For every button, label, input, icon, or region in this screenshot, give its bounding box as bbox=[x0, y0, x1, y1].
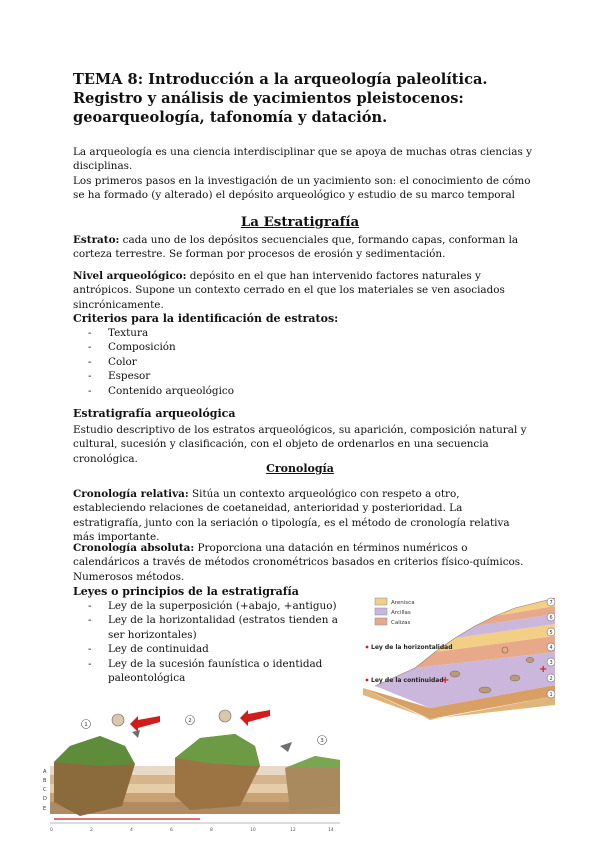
estrato-term: Estrato: bbox=[73, 234, 120, 246]
axis-tick: 0 bbox=[50, 828, 53, 833]
page-title: TEMA 8: Introducción a la arqueología paleolítica. Registro y análisis de yacimientos pleistocenos: geoarqueología, tafonomía y datación. bbox=[73, 71, 488, 126]
heading-cronologia: Cronología bbox=[266, 462, 334, 475]
list-item: - Ley de continuidad bbox=[88, 642, 350, 656]
heading-criterios: Criterios para la identificación de estratos: bbox=[73, 312, 339, 325]
nivel-text: depósito en el que han intervenido factores naturales y antrópicos. Supone un contexto cerrado en el que los materiales se ven asociados sincrónicamente. bbox=[73, 270, 505, 311]
stratigraphy-block-diagram bbox=[355, 590, 570, 720]
layer-number: 1 bbox=[549, 692, 553, 698]
vegetation-right bbox=[285, 756, 340, 768]
list-item: - Ley de la superposición (+abajo, +antiguo) bbox=[88, 599, 350, 613]
cronologia-absoluta bbox=[73, 541, 533, 584]
red-arrow-icon bbox=[130, 716, 160, 732]
nivel-definition bbox=[73, 269, 533, 312]
fossil-icon bbox=[510, 675, 520, 681]
layer-number: 7 bbox=[549, 600, 553, 606]
marker-cross-icon: + bbox=[441, 675, 450, 686]
axis-tick: 4 bbox=[130, 828, 133, 833]
label-ley-continuidad: Ley de la continuidad bbox=[371, 677, 444, 684]
heading-estratigrafia-arqueologica: Estratigrafía arqueológica bbox=[73, 407, 236, 420]
legend-swatch-calizas bbox=[375, 618, 387, 625]
legend-arcillas: Arcillas bbox=[391, 610, 411, 616]
axis-tick: 12 bbox=[290, 828, 296, 833]
list-item: - Ley de la horizontalidad (estratos tienden a ser horizontales) bbox=[88, 613, 350, 642]
layer-letter: A bbox=[43, 769, 47, 775]
vegetation-left bbox=[54, 736, 135, 766]
intro-paragraph-2: Los primeros pasos en la investigación de un yacimiento son: el conocimiento de cómo se ha formado (y alterado) el depósito arqueológico y estudio de su marco temporal bbox=[73, 175, 531, 202]
fossil-icon bbox=[450, 671, 460, 677]
fossil-icon bbox=[479, 687, 491, 693]
layer-number: 5 bbox=[549, 630, 553, 636]
bullet-icon bbox=[366, 646, 369, 649]
intro-paragraph-1: La arqueología es una ciencia interdisciplinar que se apoya de muchas otras ciencias y disciplinas. bbox=[73, 146, 532, 173]
landscape-cross-section-diagram bbox=[40, 706, 345, 836]
legend-swatch-arenisca bbox=[375, 598, 387, 605]
criterios-list bbox=[88, 326, 234, 398]
layer-letter: B bbox=[43, 778, 47, 784]
fossil-icon bbox=[132, 730, 140, 738]
layer-letter: C bbox=[43, 787, 47, 793]
axis-tick: 2 bbox=[90, 828, 93, 833]
layer-number: 3 bbox=[549, 660, 553, 666]
layer-number: 2 bbox=[549, 676, 553, 682]
list-item: - Textura bbox=[88, 326, 234, 340]
circle-number-label: 3 bbox=[320, 738, 324, 744]
leyes-list bbox=[88, 599, 350, 685]
layer-letter: D bbox=[43, 796, 47, 802]
axis-tick: 14 bbox=[328, 828, 334, 833]
legend-calizas: Calizas bbox=[391, 620, 411, 626]
nivel-term: Nivel arqueológico: bbox=[73, 270, 187, 282]
absoluta-term: Cronología absoluta: bbox=[73, 542, 195, 554]
estrato-text: cada uno de los depósitos secuenciales que, formando capas, conforman la corteza terrestre. Se forman por procesos de erosión y sedimentación. bbox=[73, 234, 519, 261]
heading-leyes: Leyes o principios de la estratigrafía bbox=[73, 585, 299, 598]
ammonite-icon bbox=[112, 714, 124, 726]
circle-number-label: 2 bbox=[188, 718, 192, 724]
bullet-icon bbox=[366, 679, 369, 682]
red-arrow-icon bbox=[240, 710, 270, 726]
list-item: - Color bbox=[88, 355, 234, 369]
layer-letter: E bbox=[43, 806, 47, 812]
axis-tick: 8 bbox=[210, 828, 213, 833]
axis-tick: 6 bbox=[170, 828, 173, 833]
list-item: - Ley de la sucesión faunística o identidad paleontológica bbox=[88, 657, 350, 686]
relativa-term: Cronología relativa: bbox=[73, 488, 189, 500]
fossil-icon bbox=[526, 658, 534, 663]
relativa-text: Sitúa un contexto arqueológico con respeto a otro, estableciendo relaciones de coetaneidad, anterioridad y posterioridad. La estratigrafía, junto con la seriación o tipología, es el método de cronología relativa más importante. bbox=[73, 488, 510, 544]
axis-tick: 10 bbox=[250, 828, 256, 833]
heading-estratigrafia: La Estratigrafía bbox=[240, 214, 360, 230]
legend-swatch-arcillas bbox=[375, 608, 387, 615]
fossil-icon bbox=[280, 742, 292, 752]
legend-arenisca: Arenisca bbox=[391, 600, 415, 606]
layer-number: 6 bbox=[549, 615, 553, 621]
cronologia-relativa bbox=[73, 487, 533, 545]
marker-cross-icon: + bbox=[539, 664, 548, 675]
estrato-definition bbox=[73, 233, 533, 262]
label-ley-horizontalidad: Ley de la horizontalidad bbox=[371, 644, 453, 651]
list-item: - Espesor bbox=[88, 369, 234, 383]
list-item: - Contenido arqueológico bbox=[88, 384, 234, 398]
absoluta-text: Proporciona una datación en términos numéricos o calendáricos a través de métodos cronométricos basados en criterios físico-químicos. Numerosos métodos. bbox=[73, 542, 524, 583]
estratigrafia-arqueologica-text: Estudio descriptivo de los estratos arqueológicos, su aparición, composición natural y cultural, sucesión y clasificación, con el objeto de ordenarlos en una secuencia cronológica. bbox=[73, 424, 527, 465]
circle-number-label: 1 bbox=[84, 722, 88, 728]
layer-number: 4 bbox=[549, 645, 553, 651]
list-item: - Composición bbox=[88, 340, 234, 354]
ammonite-icon bbox=[219, 710, 231, 722]
